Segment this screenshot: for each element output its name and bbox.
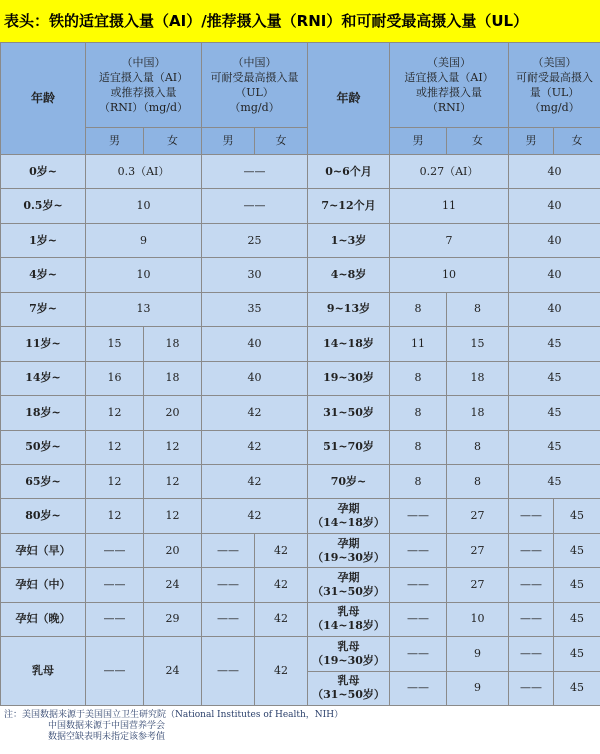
cn-ul-male-cell: —— (202, 533, 255, 567)
footnote-source-us: 注：美国数据来源于美国国立卫生研究院（National Institutes of Health，NIH） (4, 710, 344, 720)
cn-ul-female-cell: 42 (255, 602, 308, 636)
header-us-ai-rni: （美国） 适宜摄入量（AI） 或推荐摄入量 （RNI） (390, 43, 509, 128)
us-ul-cell: 40 (509, 155, 600, 189)
cn-ai-male-cell: —— (86, 533, 144, 567)
table-row (1, 499, 600, 533)
us-age-cell: 1~3岁 (308, 223, 390, 257)
us-ul-female-cell: 45 (554, 637, 600, 671)
us-ul-male-cell: —— (509, 499, 554, 533)
header-female: 女 (144, 128, 202, 155)
us-age-cell: 乳母 （31~50岁） (308, 671, 390, 705)
cn-ul-female-cell: 42 (255, 637, 308, 706)
cn-ul-cell: 42 (202, 430, 308, 464)
us-ai-male-cell: —— (390, 533, 447, 567)
us-age-cell: 0~6个月 (308, 155, 390, 189)
us-age-cell: 7~12个月 (308, 189, 390, 223)
us-age-cell: 乳母 （14~18岁） (308, 602, 390, 636)
us-age-cell: 31~50岁 (308, 396, 390, 430)
us-ul-cell: 40 (509, 292, 600, 326)
us-ai-male-cell: 8 (390, 430, 447, 464)
us-ai-male-cell: 8 (390, 361, 447, 395)
us-ai-male-cell: —— (390, 602, 447, 636)
cn-ai-cell: 10 (86, 258, 202, 292)
table-row (1, 637, 600, 671)
cn-ai-male-cell: —— (86, 637, 144, 706)
us-ai-female-cell: 18 (447, 396, 509, 430)
table-row (1, 189, 600, 223)
cn-ul-cell: 42 (202, 464, 308, 498)
cn-age-cell: 1岁~ (1, 223, 86, 257)
cn-ai-female-cell: 18 (144, 327, 202, 361)
us-age-cell: 19~30岁 (308, 361, 390, 395)
cn-age-cell: 乳母 (1, 637, 86, 706)
cn-ul-cell: —— (202, 189, 308, 223)
cn-ul-cell: 42 (202, 396, 308, 430)
header-female: 女 (554, 128, 600, 155)
cn-ai-male-cell: 12 (86, 464, 144, 498)
cn-ul-male-cell: —— (202, 568, 255, 602)
cn-ul-cell: —— (202, 155, 308, 189)
cn-ai-male-cell: —— (86, 602, 144, 636)
cn-ul-male-cell: —— (202, 602, 255, 636)
us-age-cell: 孕期 （14~18岁） (308, 499, 390, 533)
us-ai-female-cell: 8 (447, 292, 509, 326)
us-ai-female-cell: 9 (447, 637, 509, 671)
us-ul-male-cell: —— (509, 637, 554, 671)
table-row (1, 464, 600, 498)
cn-ul-cell: 40 (202, 327, 308, 361)
cn-ul-male-cell: —— (202, 637, 255, 706)
cn-ai-female-cell: 24 (144, 637, 202, 706)
cn-ul-cell: 40 (202, 361, 308, 395)
cn-ul-cell: 30 (202, 258, 308, 292)
us-ai-male-cell: 8 (390, 292, 447, 326)
cn-age-cell: 孕妇（晚） (1, 602, 86, 636)
cn-age-cell: 18岁~ (1, 396, 86, 430)
cn-ai-female-cell: 12 (144, 499, 202, 533)
us-ul-cell: 45 (509, 396, 600, 430)
table-row (1, 155, 600, 189)
us-ai-cell: 10 (390, 258, 509, 292)
footnote-source-cn: 中国数据来源于中国营养学会 (48, 721, 166, 731)
header-male: 男 (390, 128, 447, 155)
us-ul-cell: 40 (509, 223, 600, 257)
cn-ai-female-cell: 20 (144, 396, 202, 430)
cn-ai-female-cell: 24 (144, 568, 202, 602)
us-ai-cell: 0.27（AI） (390, 155, 509, 189)
us-ul-cell: 40 (509, 189, 600, 223)
cn-age-cell: 7岁~ (1, 292, 86, 326)
us-age-cell: 51~70岁 (308, 430, 390, 464)
us-age-cell: 70岁~ (308, 464, 390, 498)
cn-ai-female-cell: 12 (144, 430, 202, 464)
cn-ai-cell: 0.3（AI） (86, 155, 202, 189)
cn-ai-male-cell: 15 (86, 327, 144, 361)
us-ai-male-cell: —— (390, 568, 447, 602)
cn-age-cell: 11岁~ (1, 327, 86, 361)
cn-ul-female-cell: 42 (255, 568, 308, 602)
cn-ai-male-cell: 12 (86, 499, 144, 533)
us-ai-female-cell: 18 (447, 361, 509, 395)
us-ai-male-cell: —— (390, 671, 447, 705)
table-row (1, 223, 600, 257)
cn-ai-female-cell: 20 (144, 533, 202, 567)
cn-ai-cell: 13 (86, 292, 202, 326)
table-row (1, 430, 600, 464)
header-male: 男 (509, 128, 554, 155)
cn-age-cell: 14岁~ (1, 361, 86, 395)
us-ul-female-cell: 45 (554, 568, 600, 602)
us-age-cell: 孕期 （19~30岁） (308, 533, 390, 567)
us-ai-cell: 11 (390, 189, 509, 223)
table-row (1, 396, 600, 430)
us-ai-male-cell: 11 (390, 327, 447, 361)
us-ul-male-cell: —— (509, 533, 554, 567)
header-female: 女 (255, 128, 308, 155)
footnote-missing-data: 数据空缺表明未指定该参考值 (48, 732, 166, 742)
cn-ai-cell: 9 (86, 223, 202, 257)
cn-ai-male-cell: 12 (86, 396, 144, 430)
us-age-cell: 孕期 （31~50岁） (308, 568, 390, 602)
iron-intake-table (0, 42, 600, 706)
us-ul-female-cell: 45 (554, 671, 600, 705)
us-ai-male-cell: 8 (390, 396, 447, 430)
cn-age-cell: 80岁~ (1, 499, 86, 533)
us-ul-male-cell: —— (509, 568, 554, 602)
table-row (1, 258, 600, 292)
table-row (1, 327, 600, 361)
header-cn-ul: （中国） 可耐受最高摄入量 （UL） （mg/d） (202, 43, 308, 128)
us-ul-female-cell: 45 (554, 602, 600, 636)
us-ai-female-cell: 8 (447, 430, 509, 464)
us-ai-male-cell: —— (390, 499, 447, 533)
cn-ai-male-cell: —— (86, 568, 144, 602)
cn-ai-cell: 10 (86, 189, 202, 223)
us-ul-female-cell: 45 (554, 499, 600, 533)
us-age-cell: 9~13岁 (308, 292, 390, 326)
table-row (1, 602, 600, 636)
table-row (1, 533, 600, 567)
cn-age-cell: 孕妇（中） (1, 568, 86, 602)
us-ai-female-cell: 10 (447, 602, 509, 636)
us-age-cell: 4~8岁 (308, 258, 390, 292)
us-ai-female-cell: 8 (447, 464, 509, 498)
cn-ai-female-cell: 29 (144, 602, 202, 636)
us-ul-cell: 45 (509, 430, 600, 464)
us-ul-cell: 45 (509, 361, 600, 395)
cn-ul-cell: 42 (202, 499, 308, 533)
cn-age-cell: 65岁~ (1, 464, 86, 498)
us-ai-female-cell: 9 (447, 671, 509, 705)
us-ul-male-cell: —— (509, 671, 554, 705)
cn-age-cell: 0.5岁~ (1, 189, 86, 223)
cn-ai-female-cell: 12 (144, 464, 202, 498)
table-row (1, 361, 600, 395)
cn-age-cell: 0岁~ (1, 155, 86, 189)
us-ul-cell: 45 (509, 464, 600, 498)
us-ai-cell: 7 (390, 223, 509, 257)
header-age-cn: 年龄 (1, 43, 86, 155)
table-row (1, 568, 600, 602)
us-ai-male-cell: 8 (390, 464, 447, 498)
us-ul-cell: 45 (509, 327, 600, 361)
cn-ul-cell: 35 (202, 292, 308, 326)
header-us-ul: （美国） 可耐受最高摄入 量（UL） （mg/d） (509, 43, 600, 128)
cn-age-cell: 4岁~ (1, 258, 86, 292)
cn-age-cell: 孕妇（早） (1, 533, 86, 567)
cn-ul-female-cell: 42 (255, 533, 308, 567)
us-age-cell: 乳母 （19~30岁） (308, 637, 390, 671)
us-age-cell: 14~18岁 (308, 327, 390, 361)
table-row (1, 292, 600, 326)
cn-ai-male-cell: 12 (86, 430, 144, 464)
footnotes (0, 706, 600, 754)
us-ai-female-cell: 27 (447, 568, 509, 602)
us-ul-female-cell: 45 (554, 533, 600, 567)
us-ul-male-cell: —— (509, 602, 554, 636)
header-male: 男 (86, 128, 144, 155)
cn-age-cell: 50岁~ (1, 430, 86, 464)
header-male: 男 (202, 128, 255, 155)
cn-ai-male-cell: 16 (86, 361, 144, 395)
table-title: 表头：铁的适宜摄入量（AI）/推荐摄入量（RNI）和可耐受最高摄入量（UL） (0, 0, 600, 42)
cn-ai-female-cell: 18 (144, 361, 202, 395)
table-body (1, 155, 600, 706)
header-cn-ai-rni: （中国） 适宜摄入量（AI） 或推荐摄入量 （RNI）（mg/d） (86, 43, 202, 128)
us-ai-female-cell: 15 (447, 327, 509, 361)
us-ai-female-cell: 27 (447, 499, 509, 533)
us-ai-male-cell: —— (390, 637, 447, 671)
us-ul-cell: 40 (509, 258, 600, 292)
header-female: 女 (447, 128, 509, 155)
us-ai-female-cell: 27 (447, 533, 509, 567)
cn-ul-cell: 25 (202, 223, 308, 257)
header-age-us: 年龄 (308, 43, 390, 155)
